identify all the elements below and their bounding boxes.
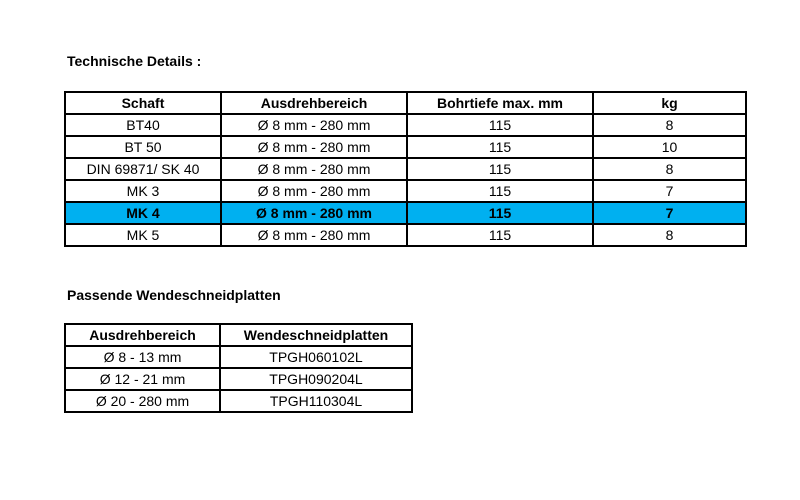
cell-schaft: BT 50	[65, 136, 221, 158]
cell-ausdrehbereich: Ø 8 mm - 280 mm	[221, 202, 407, 224]
column-header-ausdrehbereich: Ausdrehbereich	[65, 324, 220, 346]
cell-bohrtiefe: 115	[407, 202, 593, 224]
cell-insert-code: TPGH110304L	[220, 390, 412, 412]
highlighted-table-row	[65, 202, 746, 224]
cell-schaft: MK 3	[65, 180, 221, 202]
cell-ausdrehbereich: Ø 20 - 280 mm	[65, 390, 220, 412]
cell-ausdrehbereich: Ø 12 - 21 mm	[65, 368, 220, 390]
cell-schaft: MK 4	[65, 202, 221, 224]
cell-bohrtiefe: 115	[407, 136, 593, 158]
cell-bohrtiefe: 115	[407, 224, 593, 246]
inserts-heading: Passende Wendeschneidplatten	[67, 287, 281, 303]
cell-insert-code: TPGH060102L	[220, 346, 412, 368]
cell-ausdrehbereich: Ø 8 mm - 280 mm	[221, 224, 407, 246]
cell-kg: 7	[593, 180, 746, 202]
cell-schaft: DIN 69871/ SK 40	[65, 158, 221, 180]
cell-kg: 8	[593, 114, 746, 136]
table-header-row	[65, 324, 412, 346]
cell-kg: 7	[593, 202, 746, 224]
cell-schaft: MK 5	[65, 224, 221, 246]
table-row	[65, 368, 412, 390]
cell-bohrtiefe: 115	[407, 158, 593, 180]
cell-kg: 8	[593, 158, 746, 180]
cell-ausdrehbereich: Ø 8 mm - 280 mm	[221, 114, 407, 136]
table-row	[65, 136, 746, 158]
table-row	[65, 114, 746, 136]
column-header-bohrtiefe: Bohrtiefe max. mm	[407, 92, 593, 114]
table-row	[65, 158, 746, 180]
table-row	[65, 346, 412, 368]
cell-bohrtiefe: 115	[407, 180, 593, 202]
column-header-ausdrehbereich: Ausdrehbereich	[221, 92, 407, 114]
cell-kg: 10	[593, 136, 746, 158]
technical-details-table	[64, 91, 747, 247]
table-row	[65, 180, 746, 202]
technical-details-heading: Technische Details :	[67, 53, 202, 69]
table-header-row	[65, 92, 746, 114]
cell-kg: 8	[593, 224, 746, 246]
table-row	[65, 224, 746, 246]
cell-insert-code: TPGH090204L	[220, 368, 412, 390]
cell-ausdrehbereich: Ø 8 mm - 280 mm	[221, 180, 407, 202]
column-header-kg: kg	[593, 92, 746, 114]
cell-bohrtiefe: 115	[407, 114, 593, 136]
cell-ausdrehbereich: Ø 8 mm - 280 mm	[221, 136, 407, 158]
cell-schaft: BT40	[65, 114, 221, 136]
table-row	[65, 390, 412, 412]
inserts-table	[64, 323, 413, 413]
cell-ausdrehbereich: Ø 8 - 13 mm	[65, 346, 220, 368]
column-header-schaft: Schaft	[65, 92, 221, 114]
cell-ausdrehbereich: Ø 8 mm - 280 mm	[221, 158, 407, 180]
column-header-wendeschneidplatten: Wendeschneidplatten	[220, 324, 412, 346]
